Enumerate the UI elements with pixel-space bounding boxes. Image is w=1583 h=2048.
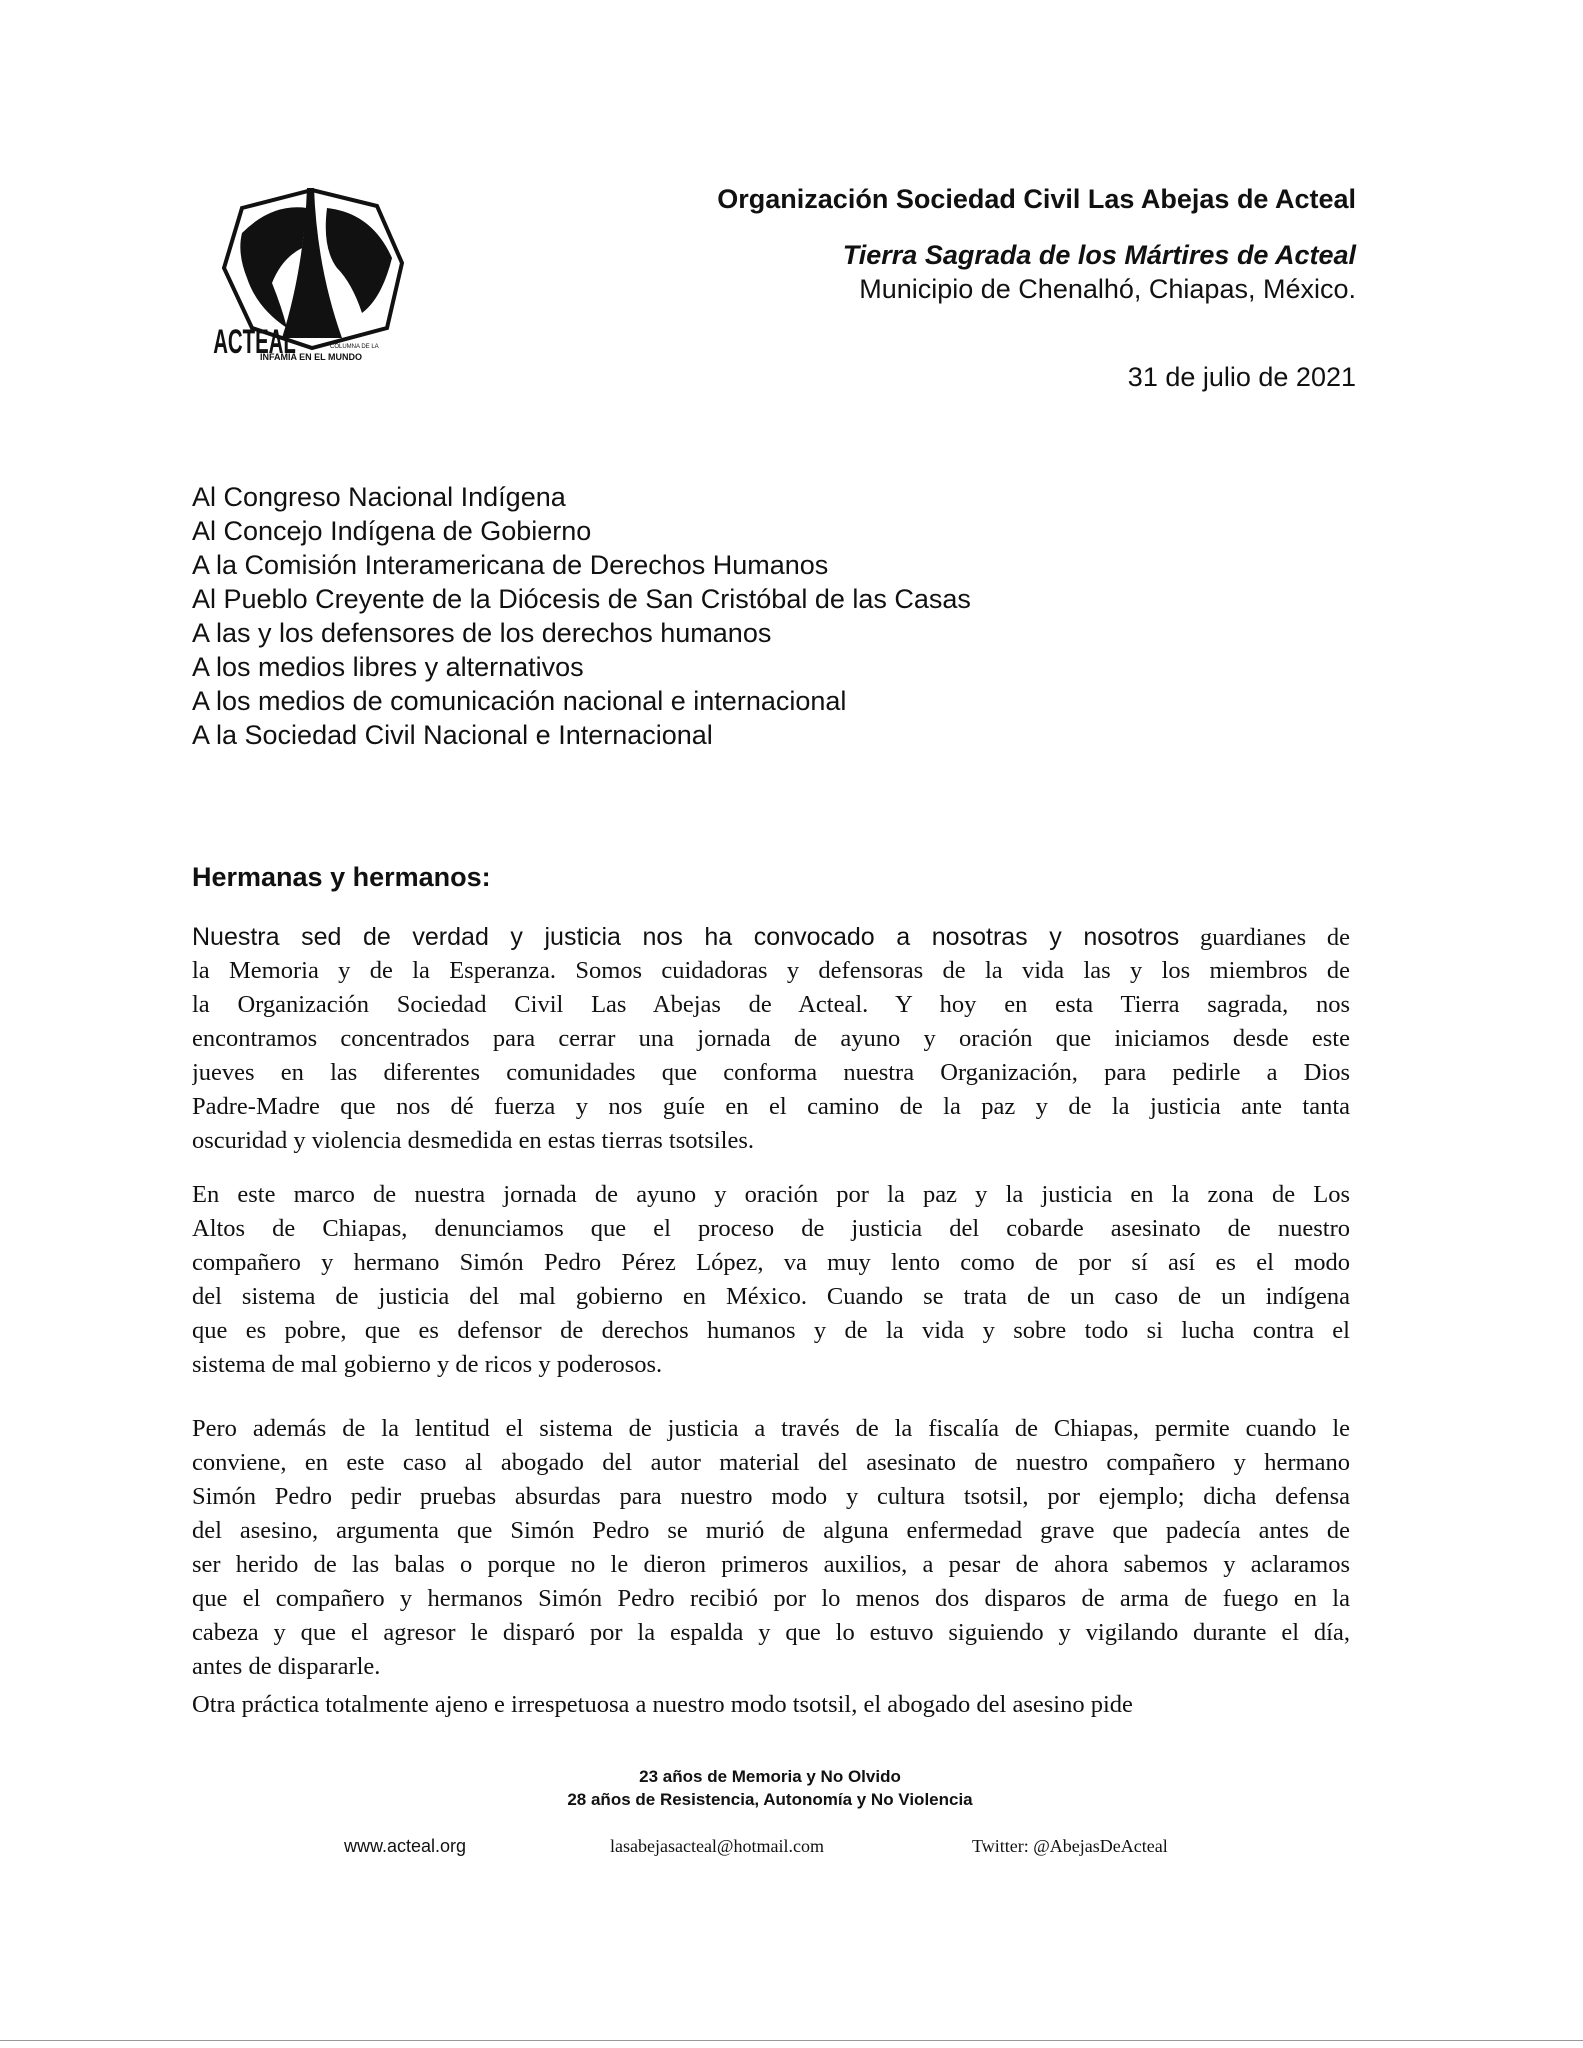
page-edge-divider: [0, 2040, 1583, 2041]
paragraph-line: Altos de Chiapas, denunciamos que el proceso de justicia del cobarde asesinato de nuestro: [192, 1215, 1350, 1242]
paragraph-line: Padre-Madre que nos dé fuerza y nos guíe en el camino de la paz y de la justicia ante tanta: [192, 1093, 1350, 1120]
municipality: Municipio de Chenalhó, Chiapas, México.: [859, 274, 1356, 304]
letter-date: 31 de julio de 2021: [1127, 362, 1356, 392]
footer-motto-1: 23 años de Memoria y No Olvido: [639, 1767, 901, 1786]
paragraph-line: del asesino, argumenta que Simón Pedro se murió de alguna enfermedad grave que padecía antes de: [192, 1517, 1350, 1544]
footer-mottos: [0, 1765, 1540, 1811]
paragraph-line: [192, 920, 1350, 954]
paragraph-line: que es pobre, que es defensor de derechos humanos y de la vida y sobre todo si lucha contra el: [192, 1317, 1350, 1344]
recipient: Al Congreso Nacional Indígena: [192, 482, 566, 512]
paragraph-line: sistema de mal gobierno y de ricos y poderosos.: [192, 1351, 663, 1378]
paragraph-line: En este marco de nuestra jornada de ayuno y oración por la paz y la justicia en la zona de Los: [192, 1181, 1350, 1208]
lead-sentence: Nuestra sed de verdad y justicia nos ha convocado a nosotras y nosotros: [192, 923, 1180, 951]
paragraph-line: conviene, en este caso al abogado del autor material del asesinato de nuestro compañero y hermano: [192, 1449, 1350, 1476]
recipient: A las y los defensores de los derechos humanos: [192, 618, 772, 648]
svg-text:ACTEAL: ACTEAL: [213, 322, 296, 361]
paragraph-4: [192, 1688, 1350, 1722]
subtitle: Tierra Sagrada de los Mártires de Acteal: [842, 240, 1356, 270]
svg-text:COLUMNA DE LA: COLUMNA DE LA: [330, 344, 379, 350]
recipient: A los medios de comunicación nacional e internacional: [192, 686, 847, 716]
greeting: Hermanas y hermanos:: [192, 862, 491, 892]
recipient: A los medios libres y alternativos: [192, 652, 584, 682]
paragraph-line: oscuridad y violencia desmedida en estas tierras tsotsiles.: [192, 1127, 754, 1154]
paragraph-line: Otra práctica totalmente ajeno e irrespetuosa a nuestro modo tsotsil, el abogado del asesino pide: [192, 1691, 1133, 1718]
paragraph-line: del sistema de justicia del mal gobierno en México. Cuando se trata de un caso de un indígena: [192, 1283, 1350, 1310]
paragraph-line: cabeza y que el agresor le disparó por la espalda y que lo estuvo siguiendo y vigilando durante el día,: [192, 1619, 1350, 1646]
paragraph-line: Pero además de la lentitud el sistema de justicia a través de la fiscalía de Chiapas, permite cuando le: [192, 1415, 1350, 1442]
paragraph-3: [192, 1412, 1350, 1684]
recipient: Al Concejo Indígena de Gobierno: [192, 516, 592, 546]
acteal-logo: [212, 188, 412, 363]
email-link[interactable]: lasabejasacteal@hotmail.com: [610, 1836, 824, 1856]
paragraph-line: encontramos concentrados para cerrar una jornada de ayuno y oración que iniciamos desde este: [192, 1025, 1350, 1052]
paragraph-line: antes de dispararle.: [192, 1653, 381, 1680]
recipients-list: [192, 480, 971, 752]
svg-text:INFAMIA EN EL MUNDO: INFAMIA EN EL MUNDO: [260, 352, 363, 362]
footer-motto-2: 28 años de Resistencia, Autonomía y No Violencia: [567, 1790, 973, 1809]
organization-name: Organización Sociedad Civil Las Abejas de Acteal: [717, 184, 1356, 214]
twitter-handle[interactable]: Twitter: @AbejasDeActeal: [972, 1836, 1168, 1856]
paragraph-line: compañero y hermano Simón Pedro Pérez López, va muy lento como de por sí así es el modo: [192, 1249, 1350, 1276]
paragraph-line: jueves en las diferentes comunidades que conforma nuestra Organización, para pedirle a Dios: [192, 1059, 1350, 1086]
paragraph-line: la Memoria y de la Esperanza. Somos cuidadoras y defensoras de la vida las y los miembros de: [192, 957, 1350, 984]
lead-rest: guardianes de: [1200, 924, 1350, 951]
recipient: A la Sociedad Civil Nacional e Internacional: [192, 720, 713, 750]
paragraph-line: ser herido de las balas o porque no le dieron primeros auxilios, a pesar de ahora sabemos y aclaramos: [192, 1551, 1350, 1578]
website-link[interactable]: www.acteal.org: [344, 1836, 467, 1856]
paragraph-line: que el compañero y hermanos Simón Pedro recibió por lo menos dos disparos de arma de fuego en la: [192, 1585, 1350, 1612]
paragraph-2: [192, 1178, 1350, 1382]
recipient: Al Pueblo Creyente de la Diócesis de San Cristóbal de las Casas: [192, 584, 971, 614]
paragraph-line: Simón Pedro pedir pruebas absurdas para nuestro modo y cultura tsotsil, por ejemplo; dicha defensa: [192, 1483, 1350, 1510]
paragraph-line: la Organización Sociedad Civil Las Abejas de Acteal. Y hoy en esta Tierra sagrada, nos: [192, 991, 1350, 1018]
paragraph-1: [192, 920, 1350, 1158]
recipient: A la Comisión Interamericana de Derechos Humanos: [192, 550, 829, 580]
